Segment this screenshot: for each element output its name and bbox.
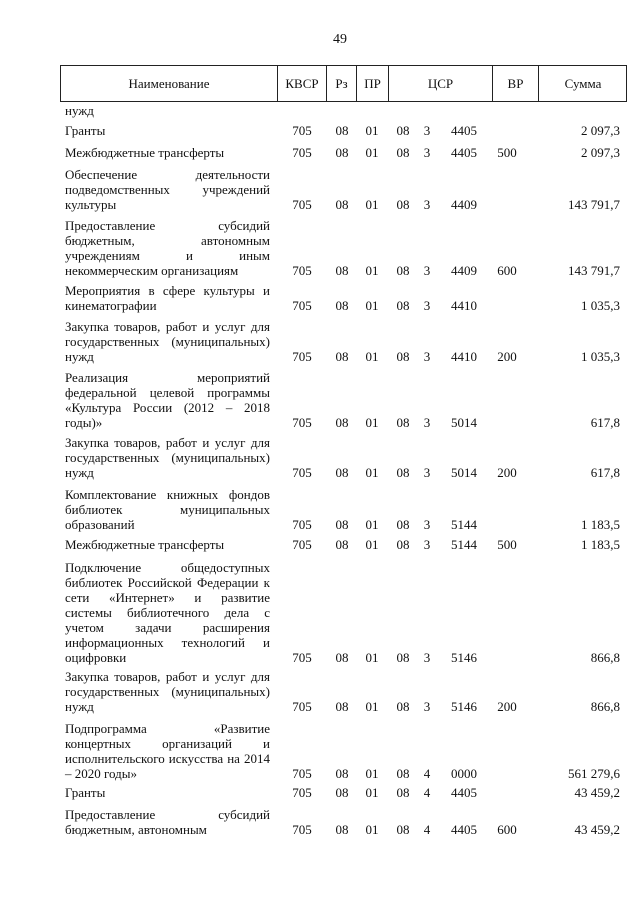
table-row (0, 167, 640, 212)
cell-pr: 01 (365, 537, 379, 552)
cell-rz: 08 (335, 145, 349, 160)
cell-c2: 3 (423, 415, 431, 430)
cell-c3: 4405 (451, 785, 477, 800)
cell-pr: 01 (365, 145, 379, 160)
row-name: Закупка товаров, работ и услуг для государственных (муниципальных) нужд (65, 669, 270, 714)
row-name: Закупка товаров, работ и услуг для государственных (муниципальных) нужд (65, 319, 270, 364)
cell-vr: 500 (497, 145, 517, 160)
cell-sum: 43 459,2 (574, 785, 620, 800)
cell-rz: 08 (335, 197, 349, 212)
cell-kvsr: 705 (292, 298, 312, 313)
cell-rz: 08 (335, 123, 349, 138)
row-name: Межбюджетные трансферты (65, 145, 225, 160)
cell-pr: 01 (365, 349, 379, 364)
header-pr: ПР (364, 75, 381, 91)
row-name: Подпрограмма «Развитие концертных организаций и исполнительского искусства на 2014 – 2020 годы» (65, 721, 270, 781)
cell-rz: 08 (335, 699, 349, 714)
cell-c3: 5144 (451, 517, 477, 532)
table-row (0, 435, 640, 480)
cell-c2: 3 (423, 537, 431, 552)
cell-rz: 08 (335, 465, 349, 480)
cell-vr: 200 (497, 699, 517, 714)
cell-c3: 4410 (451, 298, 477, 313)
cell-rz: 08 (335, 537, 349, 552)
cell-c3: 4405 (451, 145, 477, 160)
table-row (0, 669, 640, 714)
cell-c2: 4 (423, 785, 431, 800)
table-row (0, 537, 640, 552)
header-name: Наименование (128, 75, 210, 91)
cell-pr: 01 (365, 298, 379, 313)
row-name: Комплектование книжных фондов библиотек муниципальных образований (65, 487, 270, 532)
cell-c3: 0000 (451, 766, 477, 781)
table-row (0, 123, 640, 138)
cell-pr: 01 (365, 699, 379, 714)
row-name: Гранты (65, 785, 106, 800)
cell-sum: 617,8 (590, 465, 620, 480)
cell-c1: 08 (396, 298, 410, 313)
cell-kvsr: 705 (292, 766, 312, 781)
cell-c3: 5014 (451, 465, 477, 480)
cell-c2: 3 (423, 145, 431, 160)
page-number: 49 (333, 32, 347, 47)
cell-rz: 08 (335, 766, 349, 781)
cell-c3: 4405 (451, 123, 477, 138)
cell-rz: 08 (335, 517, 349, 532)
cell-c1: 08 (396, 123, 410, 138)
cell-kvsr: 705 (292, 822, 312, 837)
cell-pr: 01 (365, 465, 379, 480)
table-row (0, 807, 640, 837)
cell-pr: 01 (365, 650, 379, 665)
table-row (0, 721, 640, 781)
continued-row (0, 103, 640, 118)
cell-pr: 01 (365, 766, 379, 781)
row-name: Предоставление субсидий бюджетным, автономным учреждениям и иным некоммерческим организациям (65, 218, 270, 278)
cell-vr: 600 (497, 822, 517, 837)
table-row (0, 145, 640, 160)
cell-c3: 4410 (451, 349, 477, 364)
cell-sum: 1 183,5 (581, 537, 620, 552)
cell-vr: 200 (497, 465, 517, 480)
header-kvsr: КВСР (285, 75, 319, 91)
cell-kvsr: 705 (292, 465, 312, 480)
cell-c1: 08 (396, 415, 410, 430)
row-name: Межбюджетные трансферты (65, 537, 225, 552)
header-vr: ВР (507, 75, 524, 91)
cell-sum: 43 459,2 (574, 822, 620, 837)
row-name: нужд (65, 103, 94, 118)
table-row (0, 487, 640, 532)
cell-c2: 3 (423, 263, 431, 278)
row-name: Гранты (65, 123, 106, 138)
row-name: Подключение общедоступных библиотек Российской Федерации к сети «Интернет» и развитие системы библиотечного дела с учетом задачи расширения информационных технологий и оцифровки (65, 560, 270, 665)
cell-sum: 1 035,3 (581, 349, 620, 364)
table-row (0, 785, 640, 800)
cell-kvsr: 705 (292, 650, 312, 665)
cell-pr: 01 (365, 785, 379, 800)
cell-sum: 143 791,7 (568, 263, 620, 278)
cell-kvsr: 705 (292, 699, 312, 714)
cell-sum: 866,8 (590, 650, 620, 665)
cell-c3: 4409 (451, 197, 477, 212)
cell-c3: 5146 (451, 650, 477, 665)
cell-kvsr: 705 (292, 537, 312, 552)
cell-sum: 143 791,7 (568, 197, 620, 212)
row-name: Мероприятия в сфере культуры и кинематографии (65, 283, 270, 313)
cell-c2: 3 (423, 123, 431, 138)
cell-c1: 08 (396, 699, 410, 714)
cell-sum: 561 279,6 (568, 766, 620, 781)
cell-c3: 4409 (451, 263, 477, 278)
cell-c2: 3 (423, 465, 431, 480)
cell-c1: 08 (396, 785, 410, 800)
cell-sum: 617,8 (590, 415, 620, 430)
header-sum: Сумма (564, 75, 602, 91)
cell-c1: 08 (396, 263, 410, 278)
header-rz: Рз (335, 75, 348, 91)
cell-c1: 08 (396, 197, 410, 212)
table-row (0, 370, 640, 430)
row-name: Реализация мероприятий федеральной целевой программы «Культура России (2012 – 2018 годы)» (65, 370, 270, 430)
table-row (0, 283, 640, 313)
cell-c2: 4 (423, 822, 431, 837)
cell-pr: 01 (365, 415, 379, 430)
table-row (0, 319, 640, 364)
table-row (0, 560, 640, 665)
cell-c1: 08 (396, 537, 410, 552)
cell-c3: 4405 (451, 822, 477, 837)
cell-c1: 08 (396, 349, 410, 364)
cell-c2: 3 (423, 650, 431, 665)
cell-rz: 08 (335, 415, 349, 430)
cell-pr: 01 (365, 822, 379, 837)
cell-rz: 08 (335, 822, 349, 837)
cell-rz: 08 (335, 263, 349, 278)
cell-kvsr: 705 (292, 349, 312, 364)
cell-sum: 866,8 (590, 699, 620, 714)
cell-kvsr: 705 (292, 263, 312, 278)
cell-rz: 08 (335, 650, 349, 665)
cell-rz: 08 (335, 298, 349, 313)
cell-vr: 600 (497, 263, 517, 278)
cell-sum: 2 097,3 (581, 123, 620, 138)
cell-rz: 08 (335, 785, 349, 800)
table-header (60, 65, 627, 102)
cell-rz: 08 (335, 349, 349, 364)
cell-c2: 3 (423, 298, 431, 313)
cell-sum: 1 035,3 (581, 298, 620, 313)
cell-c2: 3 (423, 699, 431, 714)
cell-c2: 3 (423, 517, 431, 532)
cell-sum: 2 097,3 (581, 145, 620, 160)
cell-vr: 200 (497, 349, 517, 364)
cell-kvsr: 705 (292, 415, 312, 430)
row-name: Обеспечение деятельности подведомственных учреждений культуры (65, 167, 270, 212)
cell-c1: 08 (396, 517, 410, 532)
cell-c1: 08 (396, 650, 410, 665)
cell-sum: 1 183,5 (581, 517, 620, 532)
cell-c3: 5014 (451, 415, 477, 430)
cell-pr: 01 (365, 517, 379, 532)
row-name: Предоставление субсидий бюджетным, автономным (65, 807, 270, 837)
cell-c1: 08 (396, 822, 410, 837)
cell-kvsr: 705 (292, 197, 312, 212)
cell-c2: 4 (423, 766, 431, 781)
cell-kvsr: 705 (292, 123, 312, 138)
cell-kvsr: 705 (292, 785, 312, 800)
cell-c1: 08 (396, 145, 410, 160)
cell-vr: 500 (497, 537, 517, 552)
cell-c1: 08 (396, 465, 410, 480)
cell-c1: 08 (396, 766, 410, 781)
cell-c3: 5144 (451, 537, 477, 552)
cell-c2: 3 (423, 197, 431, 212)
cell-kvsr: 705 (292, 517, 312, 532)
header-csr: ЦСР (427, 75, 454, 91)
row-name: Закупка товаров, работ и услуг для государственных (муниципальных) нужд (65, 435, 270, 480)
cell-pr: 01 (365, 263, 379, 278)
cell-c3: 5146 (451, 699, 477, 714)
cell-c2: 3 (423, 349, 431, 364)
cell-pr: 01 (365, 197, 379, 212)
cell-pr: 01 (365, 123, 379, 138)
cell-kvsr: 705 (292, 145, 312, 160)
table-row (0, 218, 640, 278)
